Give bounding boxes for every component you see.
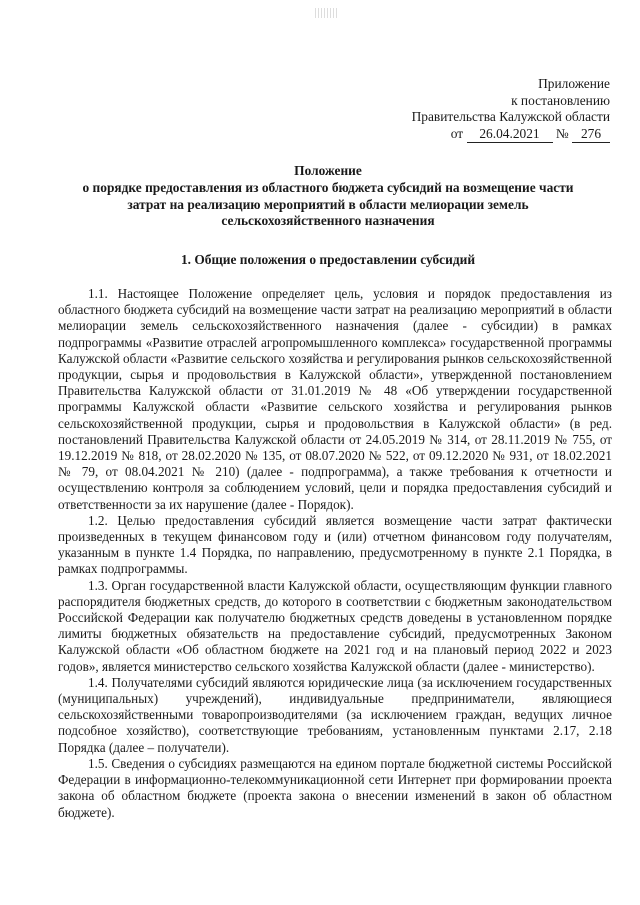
appendix-line-1: Приложение xyxy=(538,76,610,91)
paragraph-1-5: 1.5. Сведения о субсидиях размещаются на едином портале бюджетной системы Российской Федерации в информационно-телекоммуникационной сети Интернет при формировании проекта закона об областном бюджете (проекта закона о внесении изменений в закон об областном бюджете). xyxy=(58,755,612,820)
appendix-date-number xyxy=(412,126,610,144)
section-heading: 1. Общие положения о предоставлении субсидий xyxy=(180,252,476,267)
scan-artifact xyxy=(315,8,337,18)
title-line-3: затрат на реализацию мероприятий в области мелиорации земель xyxy=(127,196,529,212)
appendix-line-3: Правительства Калужской области xyxy=(411,109,610,125)
title-line-1: Положение xyxy=(294,163,362,178)
paragraph-1-4: 1.4. Получателями субсидий являются юридические лица (за исключением государственных (муниципальных) учреждений), индивидуальные предприниматели, являющиеся сельскохозяйственными товаропроизводителями (за исключением граждан, ведущих личное подсобное хозяйство), соответствующие требованиям, установленным пунктами 2.17, 2.18 Порядка (далее – получатели). xyxy=(58,674,612,755)
number-label: № xyxy=(555,125,569,141)
resolution-date: 26.04.2021 xyxy=(467,126,553,144)
paragraph-1-1: 1.1. Настоящее Положение определяет цель, условия и порядок предоставления из областного бюджета субсидий на возмещение части затрат на реализацию мероприятий в области мелиорации земель сельскохозяйственного назначения (далее - субсидии) в рамках подпрограммы «Развитие отраслей агропромышленного комплекса» государственной программы Калужской области «Развитие сельского хозяйства и регулирования рынков сельскохозяйственной продукции, сырья и продовольствия в Калужской области», утвержденной постановлением Правительства Калужской области от 31.01.2019 № 48 «Об утверждении государственной программы Калужской области «Развитие сельского хозяйства и регулирования рынков сельскохозяйственной продукции, сырья и продовольствия в Калужской области» (в ред. постановлений Правительства Калужской области от 24.05.2019 № 314, от 28.11.2019 № 755, от 19.12.2019 № 818, от 28.02.2020 № 135, от 08.07.2020 № 522, от 09.12.2020 № 931, от 18.02.2021 № 79, от 08.04.2021 № 210) (далее - подпрограмма), а также требования к отчетности и осуществлению контроля за соблюдением условий, цели и порядка предоставления субсидий и ответственности за их нарушение (далее - Порядок). xyxy=(58,286,612,512)
title-line-4: сельскохозяйственного назначения xyxy=(221,213,435,229)
document-title xyxy=(58,163,598,230)
title-line-2: о порядке предоставления из областного бюджета субсидий на возмещение части xyxy=(82,179,574,195)
resolution-number: 276 xyxy=(572,126,610,144)
paragraph-1-3: 1.3. Орган государственной власти Калужской области, осуществляющим функции главного распорядителя бюджетных средств, до которого в соответствии с бюджетным законодательством Российской Федерации как получателю бюджетных средств доведены в установленном порядке лимиты бюджетных обязательств на предоставление субсидий, предусмотренных Законом Калужской области «Об областном бюджете на 2021 год и на плановый период 2022 и 2023 годов», является министерство сельского хозяйства Калужской области (далее - министерство). xyxy=(58,577,612,674)
paragraph-1-2: 1.2. Целью предоставления субсидий является возмещение части затрат фактически произведенных в текущем финансовом году и (или) отчетном финансовом году получателям, указанным в пункте 1.4 Порядка, по направлению, предусмотренному в пункте 2.1 Порядка, в рамках подпрограммы. xyxy=(58,512,612,577)
appendix-header xyxy=(412,76,610,143)
from-label: от xyxy=(450,125,464,141)
appendix-line-2: к постановлению xyxy=(511,92,610,108)
document-body xyxy=(58,286,612,821)
